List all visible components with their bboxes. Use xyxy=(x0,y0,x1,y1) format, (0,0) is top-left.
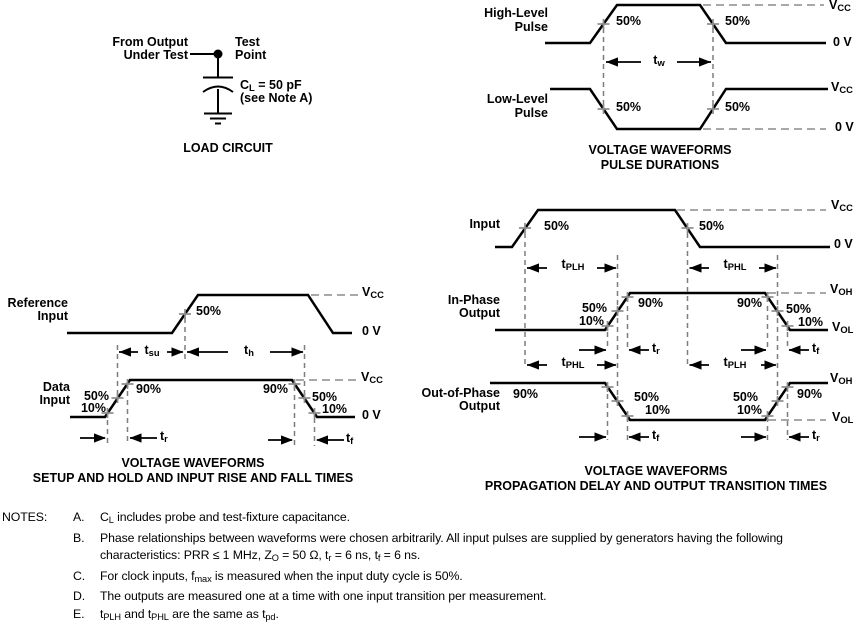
pct-50-label: 50% xyxy=(725,100,751,114)
out-of-phase-output-label-line2: Output xyxy=(459,399,500,413)
pct-10-label: 10% xyxy=(736,403,762,417)
pct-90-label: 90% xyxy=(797,387,823,401)
tphl-label: $t_{PHL}$ xyxy=(561,355,585,371)
tplh-label: $t_{PLH}$ xyxy=(723,355,747,371)
reference-input-label-line1: Reference xyxy=(7,296,68,310)
notes-heading: NOTES: xyxy=(2,510,48,524)
test-point-label-line1: Test xyxy=(235,35,260,49)
tf-label: $t_f$ xyxy=(652,428,660,444)
vcc-label: $V_{CC}$ xyxy=(829,0,851,14)
low-level-pulse-label-line1: Low-Level xyxy=(486,92,548,106)
ground-symbol xyxy=(204,114,232,124)
note-text: $C_L$ includes probe and test-fixture capacitance. xyxy=(100,510,350,526)
capacitor-note-label: (see Note A) xyxy=(240,91,313,105)
vcc-label: $V_{CC}$ xyxy=(831,198,853,214)
pct-50-label: 50% xyxy=(581,301,607,315)
pulse-durations-title-line2: PULSE DURATIONS xyxy=(600,158,720,172)
pct-50-label: 50% xyxy=(83,389,109,403)
zero-volt-label: 0 V xyxy=(833,35,852,49)
tw-label: $t_w$ xyxy=(653,53,665,69)
note-text: $t_{PLH}$ and $t_{PHL}$ are the same as $t_{pd}$. xyxy=(100,607,279,623)
note-item-c xyxy=(0,568,864,589)
zero-volt-label: 0 V xyxy=(362,408,381,422)
pct-50-label: 50% xyxy=(634,390,660,404)
note-letter: D. xyxy=(73,589,86,604)
voh-label: $V_{OH}$ xyxy=(830,282,853,298)
note-text: For clock inputs, $f_{max}$ is measured when the input duty cycle is 50%. xyxy=(100,568,463,584)
pct-10-label: 10% xyxy=(645,403,671,417)
pct-50-label: 50% xyxy=(616,100,642,114)
tf-label: $t_f$ xyxy=(346,431,354,447)
out-of-phase-output-label-line1: Out-of-Phase xyxy=(421,386,500,400)
pct-50-label: 50% xyxy=(732,390,758,404)
setup-hold-title-line1: VOLTAGE WAVEFORMS xyxy=(121,456,265,470)
load-circuit-drawing xyxy=(190,50,233,124)
pct-50-label: 50% xyxy=(699,219,725,233)
zero-volt-label: 0 V xyxy=(834,237,853,251)
zero-volt-label: 0 V xyxy=(362,324,381,338)
tr-label: $t_r$ xyxy=(160,429,168,445)
note-letter: B. xyxy=(73,530,85,545)
data-input-label-line1: Data xyxy=(42,380,70,394)
note-text: The outputs are measured one at a time with one input transition per measurement. xyxy=(100,589,547,604)
voh-label: $V_{OH}$ xyxy=(830,371,853,387)
tf-label: $t_f$ xyxy=(812,341,820,357)
pct-50-label: 50% xyxy=(786,302,812,316)
reference-input-label-line2: Input xyxy=(37,309,68,323)
pct-50-label: 50% xyxy=(312,390,338,404)
input-label: Input xyxy=(469,217,500,231)
setup-hold-title xyxy=(0,456,386,486)
pct-50-label: 50% xyxy=(725,14,751,28)
pulse-durations-title xyxy=(560,143,760,173)
note-letter: E. xyxy=(73,607,85,622)
pct-90-label: 90% xyxy=(638,296,664,310)
note-letter: A. xyxy=(73,510,85,524)
th-label: $t_h$ xyxy=(244,343,254,359)
load-circuit-title: LOAD CIRCUIT xyxy=(183,141,273,155)
pct-50-label: 50% xyxy=(616,14,642,28)
vcc-label: $V_{CC}$ xyxy=(362,285,384,301)
vcc-label: $V_{CC}$ xyxy=(831,80,853,96)
pct-90-label: 90% xyxy=(136,382,162,396)
prop-delay-title-line2: PROPAGATION DELAY AND OUTPUT TRANSITION TIMES xyxy=(484,479,828,493)
test-point-label-line2: Point xyxy=(235,48,267,62)
tr-label: $t_r$ xyxy=(652,341,660,357)
notes-section xyxy=(0,509,864,627)
note-item-d xyxy=(0,588,864,606)
note-item-e xyxy=(0,606,864,627)
vol-label: $V_{OL}$ xyxy=(832,410,854,426)
zero-volt-label: 0 V xyxy=(835,120,854,134)
high-level-pulse-label-line1: High-Level xyxy=(484,6,548,20)
from-output-label: From Output xyxy=(112,35,188,49)
note-item-b xyxy=(0,530,864,568)
high-level-pulse-label-line2: Pulse xyxy=(514,20,548,34)
prop-delay-title xyxy=(450,464,862,494)
pct-50-label: 50% xyxy=(544,219,570,233)
low-level-pulse-waveform xyxy=(550,89,828,129)
pulse-durations-title-line1: VOLTAGE WAVEFORMS xyxy=(588,143,732,157)
pct-90-label: 90% xyxy=(513,387,539,401)
vol-label: $V_{OL}$ xyxy=(832,320,854,336)
under-test-label: Under Test xyxy=(123,48,188,62)
capacitor-value-label: $C_L = 50$ pF xyxy=(240,78,302,94)
tplh-label: $t_{PLH}$ xyxy=(561,257,585,273)
tr-label: $t_r$ xyxy=(812,428,820,444)
data-input-label-line2: Input xyxy=(39,393,70,407)
in-phase-output-label-line1: In-Phase xyxy=(447,293,500,307)
pct-10-label: 10% xyxy=(798,315,824,329)
tphl-label: $t_{PHL}$ xyxy=(723,257,747,273)
pct-10-label: 10% xyxy=(578,314,604,328)
vcc-label: $V_{CC}$ xyxy=(361,370,383,386)
note-letter: C. xyxy=(73,568,86,583)
pct-50-label: 50% xyxy=(196,304,222,318)
in-phase-output-label-line2: Output xyxy=(459,306,500,320)
pct-90-label: 90% xyxy=(262,382,288,396)
pct-10-label: 10% xyxy=(322,402,348,416)
tsu-label: $t_{su}$ xyxy=(144,343,160,359)
setup-hold-title-line2: SETUP AND HOLD AND INPUT RISE AND FALL TIMES xyxy=(32,471,354,485)
test-point-node xyxy=(214,50,223,59)
note-text: Phase relationships between waveforms were chosen arbitrarily. All input pulses are supplied by generators having the following characteristics: PRR ≤ 1 MHz, $Z_O = 50$ Ω, $t_r = 6$ ns, $t_f = 6$ ns. xyxy=(100,530,783,564)
low-level-pulse-label-line2: Pulse xyxy=(514,106,548,120)
high-level-pulse-waveform xyxy=(545,5,826,43)
pct-90-label: 90% xyxy=(736,296,762,310)
note-item-a xyxy=(0,509,864,530)
pct-10-label: 10% xyxy=(80,401,106,415)
pulse-durations-drawing xyxy=(545,5,828,129)
prop-delay-title-line1: VOLTAGE WAVEFORMS xyxy=(584,464,728,478)
